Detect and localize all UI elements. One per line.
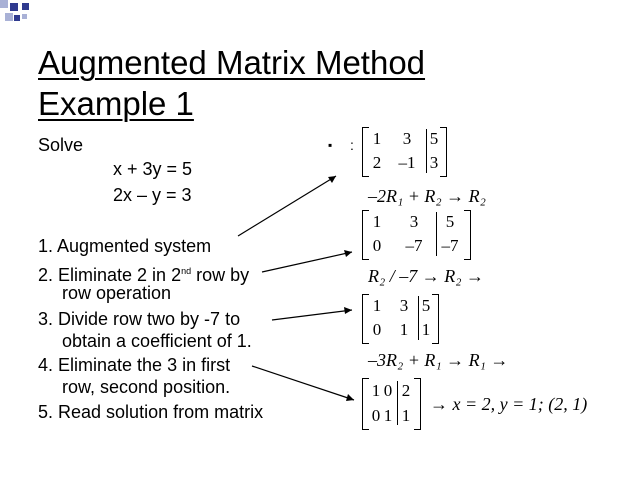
- connector-line: [272, 310, 352, 320]
- step-4: 4. Eliminate the 3 in first: [38, 355, 231, 375]
- matrix-cell: 2: [401, 381, 411, 400]
- matrix-cell: 0: [371, 406, 381, 425]
- matrix-bracket-left: [362, 127, 369, 177]
- step-4-cont: row, second position.: [62, 377, 231, 397]
- equation-1: x + 3y = 5: [113, 159, 193, 179]
- matrix-bracket-left: [362, 294, 369, 344]
- row-op-3: –3R₂ + R₁ → R₁ →: [368, 350, 509, 370]
- augment-bar: [426, 129, 427, 173]
- corner-decoration: [0, 0, 40, 30]
- matrix-cell: 1: [383, 406, 393, 425]
- matrix-cell: 5: [429, 129, 439, 148]
- matrix-3: [362, 294, 442, 344]
- connector-line: [262, 252, 352, 272]
- step-2-cont: row operation: [62, 283, 172, 303]
- connector-arrowhead: [344, 250, 352, 257]
- solve-label: Solve: [38, 135, 84, 155]
- step-5: 5. Read solution from matrix: [38, 402, 264, 422]
- matrix-bracket-left: [362, 378, 369, 430]
- step-2-text: 2. Eliminate 2 in 2: [38, 265, 182, 285]
- deco-square-light: [5, 13, 13, 21]
- matrix-cell: 1: [421, 320, 431, 339]
- matrix-cell: –1: [398, 153, 416, 172]
- slide-subtitle: Example 1: [38, 85, 194, 122]
- deco-square-dark: [22, 3, 29, 10]
- matrix-cell: 3: [402, 129, 412, 148]
- connector-arrowhead: [346, 394, 354, 401]
- row-op-1: –2R₁ + R₂ → R₂: [368, 186, 486, 206]
- matrix-1: [362, 127, 448, 177]
- row-op-2: R₂ / –7 → R₂ →: [368, 266, 485, 286]
- matrix-bracket-right: [464, 210, 471, 260]
- matrix-cell: 1: [399, 320, 409, 339]
- augment-bar: [436, 212, 437, 256]
- matrix-cell: 1: [372, 212, 382, 231]
- matrix-cell: 2: [372, 153, 382, 172]
- matrix-cell: 1: [372, 129, 382, 148]
- step-2-tail: row by: [191, 265, 250, 285]
- bullet-colon: :: [350, 137, 354, 153]
- connector-line: [238, 176, 336, 236]
- connector-line: [252, 366, 354, 400]
- augment-bar: [418, 296, 419, 340]
- matrix-cell: 3: [399, 296, 409, 315]
- matrix-cell: 5: [421, 296, 431, 315]
- matrix-4: [362, 378, 426, 430]
- matrix-bracket-right: [414, 378, 421, 430]
- matrix-cell: 1: [372, 296, 382, 315]
- step-2-superscript: nd: [181, 266, 192, 276]
- deco-square-light: [0, 0, 8, 8]
- step-3: 3. Divide row two by -7 to: [38, 309, 241, 329]
- matrix-bracket-right: [432, 294, 439, 344]
- deco-square-dark: [10, 3, 18, 11]
- matrix-cell: 5: [445, 212, 455, 231]
- matrix-cell: 0: [372, 236, 382, 255]
- step-1: 1. Augmented system: [38, 236, 212, 256]
- matrix-cell: 0: [383, 381, 393, 400]
- deco-square-dark: [14, 15, 20, 21]
- augment-bar: [397, 381, 398, 425]
- bullet-icon: ▪: [328, 138, 333, 152]
- deco-square-light: [22, 14, 27, 19]
- connector-arrowhead: [344, 307, 352, 314]
- matrix-cell: 1: [371, 381, 381, 400]
- matrix-2: [362, 210, 474, 260]
- matrix-cell: 1: [401, 406, 411, 425]
- matrix-bracket-right: [440, 127, 447, 177]
- slide-title: Augmented Matrix Method: [38, 44, 426, 81]
- matrix-cell: 3: [429, 153, 439, 172]
- matrix-cell: 3: [409, 212, 419, 231]
- solution-text: → x = 2, y = 1; (2, 1): [430, 394, 588, 414]
- matrix-bracket-left: [362, 210, 369, 260]
- step-3-cont: obtain a coefficient of 1.: [62, 331, 252, 351]
- matrix-cell: 0: [372, 320, 382, 339]
- connector-arrowhead: [328, 176, 336, 183]
- matrix-cell: –7: [405, 236, 423, 255]
- matrix-cell: –7: [441, 236, 459, 255]
- equation-2: 2x – y = 3: [113, 185, 192, 205]
